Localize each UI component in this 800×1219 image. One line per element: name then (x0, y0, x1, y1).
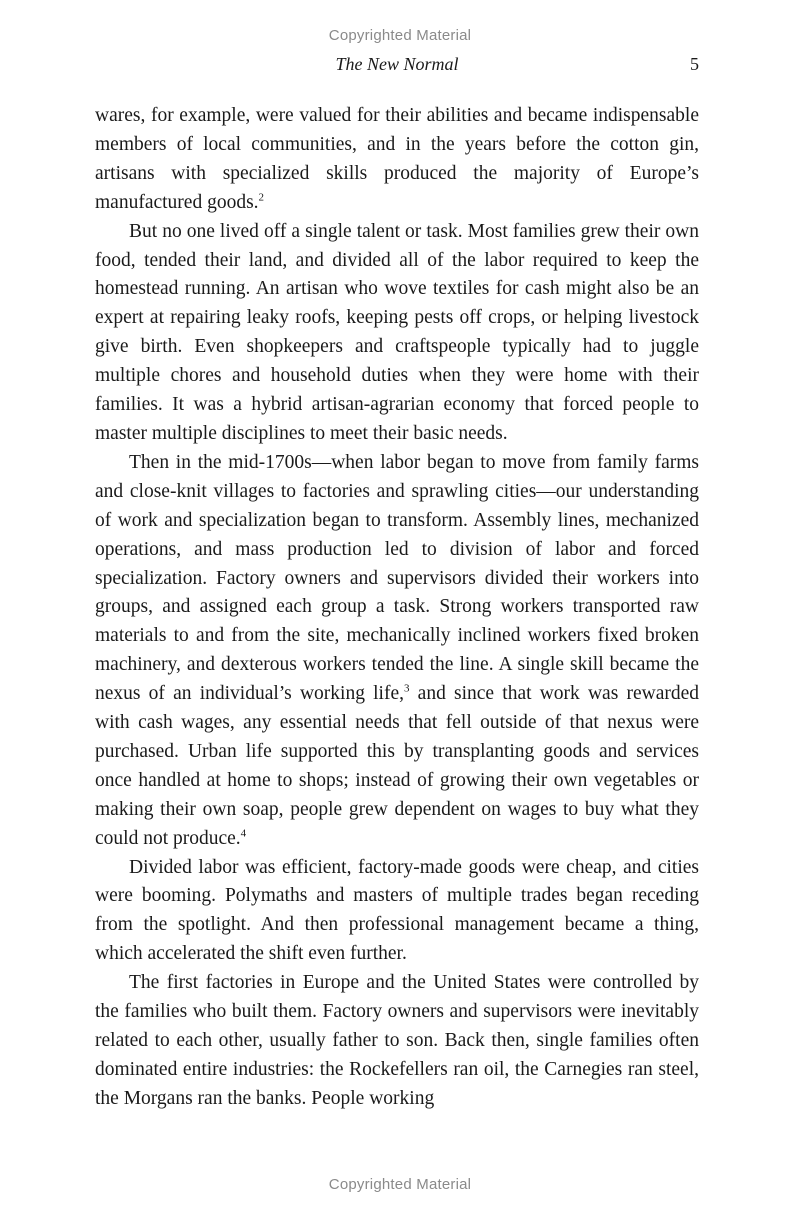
footnote-marker: 2 (258, 191, 265, 204)
paragraph-text: Divided labor was efficient, factory-made goods were cheap, and cities were booming. Polymaths and masters of multiple trades began receding from the spotlight. And then professional management became a thing, which accelerated the shift even further. (95, 856, 699, 965)
footnote-marker: 3 (404, 682, 410, 695)
copyright-watermark-bottom: Copyrighted Material (328, 1176, 472, 1193)
paragraph-text: But no one lived off a single talent or task. Most families grew their own food, tended their land, and divided all of the labor required to keep the homestead running. An artisan who wove textiles for cash might also be an expert at repairing leaky roofs, keeping pests off crops, or helping livestock give birth. Even shopkeepers and craftspeople typically had to juggle multiple chores and household duties when they were home with their families. It was a hybrid artisan-agrarian economy that forced people to master multiple disciplines to meet their basic needs. (95, 220, 699, 444)
paragraph (95, 969, 699, 1114)
running-head (95, 54, 699, 78)
paragraph-text: Then in the mid-1700s—when labor began to move from family farms and close-knit villages to factories and sprawling cities—our understanding of work and specialization began to transform. Assembly lines, mechanized operations, and mass production led to division of labor and forced specialization. Factory owners and supervisors divided their workers into groups, and assigned each group a task. Strong workers transported raw materials to and from the site, mechanically inclined workers fixed broken machinery, and dexterous workers tended the line. A single skill became the nexus of an individual’s working life, (95, 451, 699, 705)
paragraph (95, 218, 699, 449)
copyright-watermark-top: Copyrighted Material (328, 27, 472, 44)
paragraph (95, 854, 699, 970)
footnote-marker: 4 (240, 827, 247, 840)
running-title: The New Normal (335, 54, 459, 74)
page-number: 5 (690, 54, 699, 74)
body-text (95, 102, 699, 1114)
paragraph-text: The first factories in Europe and the United States were controlled by the families who built them. Factory owners and supervisors were inevitably related to each other, usually father to son. Back then, single families often dominated entire industries: the Rockefellers ran oil, the Carnegies ran steel, the Morgans ran the banks. People working (95, 972, 699, 1109)
paragraph-text: and since that work was rewarded with cash wages, any essential needs that fell outside of that nexus were purchased. Urban life supported this by transplanting goods and services once handled at home to shops; instead of growing their own vegetables or making their own soap, people grew dependent on wages to buy what they could not produce. (95, 683, 699, 849)
paragraph (95, 449, 699, 854)
paragraph (95, 102, 699, 218)
paragraph-text: wares, for example, were valued for their abilities and became indispensable members of local communities, and in the years before the cotton gin, artisans with specialized skills produced the majority of Europe’s manufactured goods. (95, 105, 699, 213)
